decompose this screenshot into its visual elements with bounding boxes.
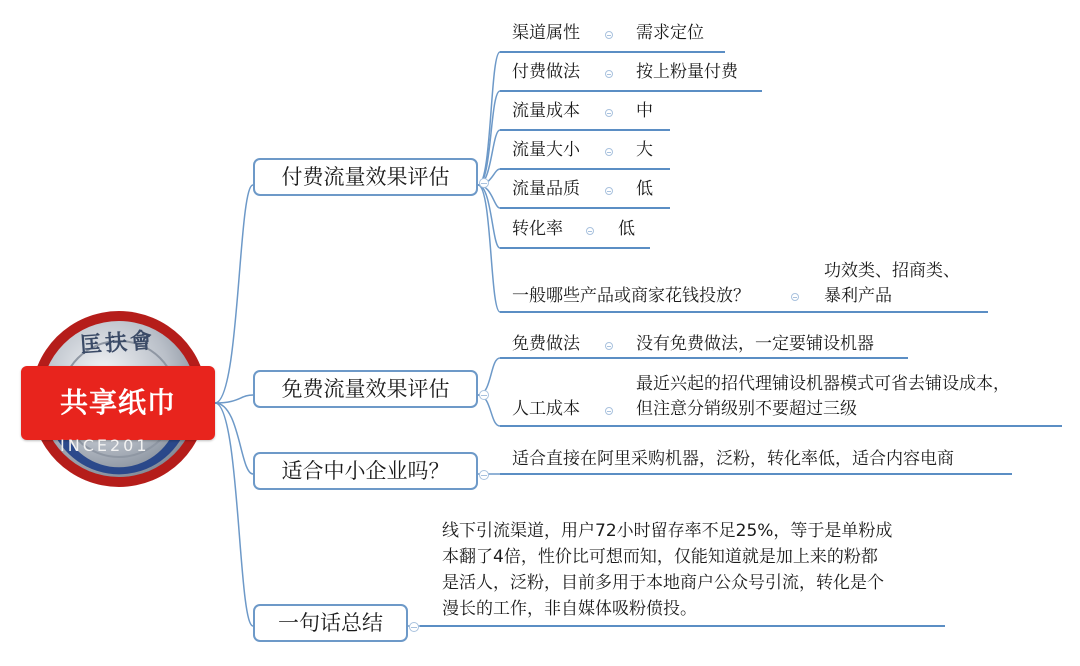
underline (500, 473, 1012, 475)
branch-paid-traffic[interactable]: 付费流量效果评估 (253, 158, 478, 196)
paid-item-label[interactable]: 流量大小 (512, 140, 580, 160)
free-item-value-line[interactable]: 最近兴起的招代理铺设机器模式可省去铺设成本， (636, 374, 1010, 394)
badge-bottom-text: INCE201 (60, 436, 150, 455)
free-item-label[interactable]: 人工成本 (512, 399, 580, 419)
underline (500, 247, 650, 249)
collapse-icon[interactable] (586, 227, 594, 235)
branch-sme-fit[interactable]: 适合中小企业吗？ (253, 452, 478, 490)
collapse-icon[interactable] (479, 178, 489, 188)
central-topic[interactable]: 共享纸巾 (21, 366, 215, 440)
collapse-icon[interactable] (409, 622, 419, 632)
underline (500, 425, 1062, 427)
paid-item-label[interactable]: 渠道属性 (512, 23, 580, 43)
underline (500, 90, 762, 92)
summary-line[interactable]: 线下引流渠道，用户72小时留存率不足25%，等于是单粉成 (442, 521, 893, 541)
summary-line[interactable]: 是活人，泛粉，目前多用于本地商户公众号引流，转化是个 (442, 573, 884, 593)
paid-item-label[interactable]: 一般哪些产品或商家花钱投放？ (512, 286, 750, 306)
collapse-icon[interactable] (605, 31, 613, 39)
collapse-icon[interactable] (605, 70, 613, 78)
collapse-icon[interactable] (605, 342, 613, 350)
summary-line[interactable]: 漫长的工作，非自媒体吸粉偾投。 (442, 599, 697, 619)
collapse-icon[interactable] (479, 470, 489, 480)
collapse-icon[interactable] (605, 407, 613, 415)
free-item-value[interactable]: 没有免费做法，一定要铺设机器 (636, 334, 874, 354)
paid-item-value-line[interactable]: 功效类、招商类、 (824, 261, 960, 281)
branch-summary[interactable]: 一句话总结 (253, 604, 408, 642)
paid-item-label[interactable]: 流量成本 (512, 101, 580, 121)
free-item-label[interactable]: 免费做法 (512, 334, 580, 354)
underline (420, 625, 945, 627)
paid-item-value[interactable]: 中 (636, 101, 653, 121)
underline (500, 51, 725, 53)
paid-item-value[interactable]: 低 (618, 219, 635, 239)
sme-detail[interactable]: 适合直接在阿里采购机器，泛粉，转化率低，适合内容电商 (512, 449, 954, 469)
paid-item-value[interactable]: 低 (636, 179, 653, 199)
free-item-value-line[interactable]: 但注意分销级别不要超过三级 (636, 399, 857, 419)
paid-item-value[interactable]: 大 (636, 140, 653, 160)
collapse-icon[interactable] (791, 293, 799, 301)
paid-item-value-line[interactable]: 暴利产品 (824, 286, 892, 306)
branch-free-traffic[interactable]: 免费流量效果评估 (253, 370, 478, 408)
collapse-icon[interactable] (605, 148, 613, 156)
paid-item-value[interactable]: 需求定位 (636, 23, 704, 43)
paid-item-label[interactable]: 付费做法 (512, 62, 580, 82)
paid-item-label[interactable]: 流量品质 (512, 179, 580, 199)
underline (500, 129, 670, 131)
badge-top-text: 匡扶會 (79, 328, 156, 359)
paid-item-label[interactable]: 转化率 (512, 219, 563, 239)
collapse-icon[interactable] (605, 187, 613, 195)
underline (500, 207, 670, 209)
underline (500, 357, 908, 359)
paid-item-value[interactable]: 按上粉量付费 (636, 62, 738, 82)
underline (500, 311, 988, 313)
summary-line[interactable]: 本翻了4倍，性价比可想而知，仅能知道就是加上来的粉都 (442, 547, 878, 567)
collapse-icon[interactable] (605, 109, 613, 117)
underline (500, 168, 670, 170)
collapse-icon[interactable] (479, 390, 489, 400)
